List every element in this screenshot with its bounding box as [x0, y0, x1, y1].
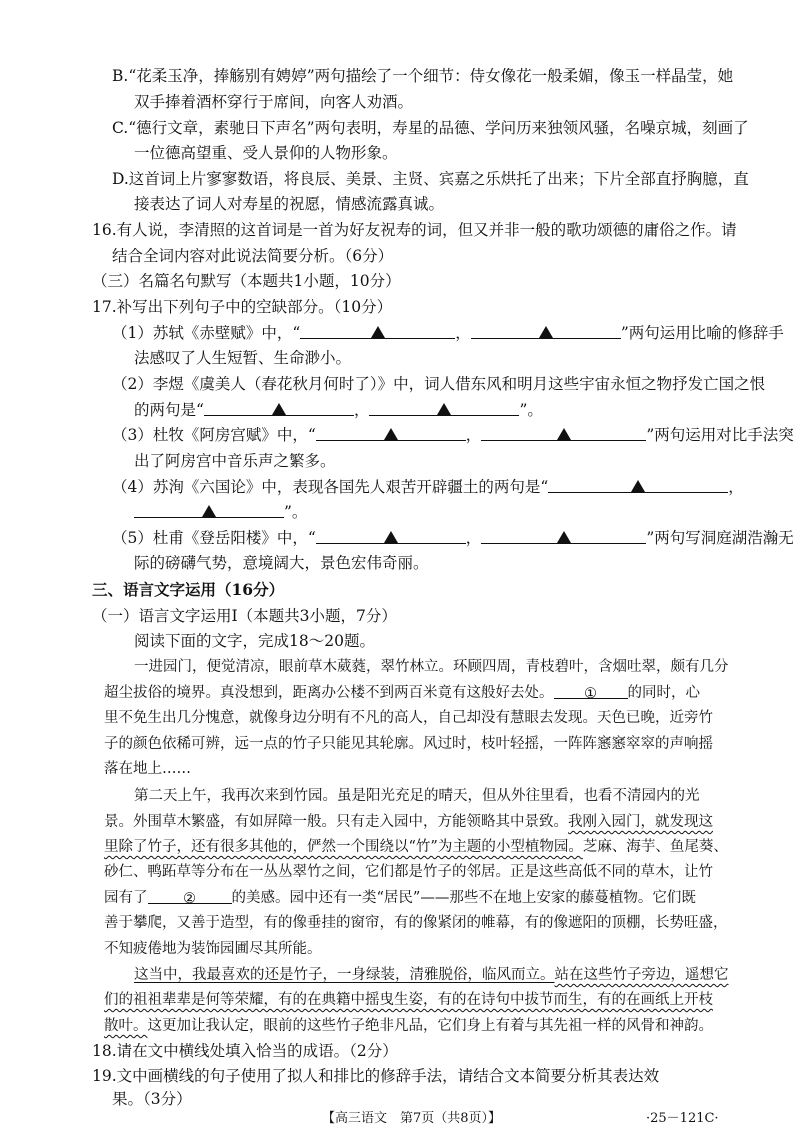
section-language-heading: 三、语言文字运用（16分）: [92, 580, 285, 599]
blank-17-2b[interactable]: [369, 401, 519, 416]
q17-item-5-line1: [112, 528, 794, 548]
q17-item-2-line1: （2）李煜《虞美人（春花秋月何时了）》中，词人借东风和明月这些宇宙永恒之物抒发亡国之恨: [112, 375, 766, 393]
triangle-icon: [272, 403, 286, 415]
wavy-sentence-b: 里除了竹子，还有很多其他的，俨然一个围绕以“竹”为主题的小型植物园。: [104, 839, 583, 855]
question-17-stem: 17.补写出下列句子中的空缺部分。（10分）: [92, 298, 393, 316]
p2-text-c: 园有了: [104, 890, 148, 906]
triangle-icon: [384, 531, 398, 543]
triangle-icon: [437, 403, 451, 415]
q17-item3-sep: ，: [465, 426, 482, 444]
passage-p2-line3: [104, 837, 728, 857]
p2-text-d: 的美感。园中还有一类“居民”——那些不在地上安家的藤蔓植物。它们既: [231, 890, 696, 906]
blank-1[interactable]: [554, 684, 628, 702]
passage-p3-line2: [104, 990, 713, 1010]
passage-p2-line4: 砂仁、鸭跖草等分布在一丛丛翠竹之间，它们都是竹子的邻居。正是这些高低不同的草木，让竹: [104, 864, 713, 880]
option-c-line2: 一位德高望重、受人景仰的人物形象。: [134, 144, 398, 162]
passage-p2-line1: 第二天上午，我再次来到竹园。虽是阳光充足的晴天，但从外往里看，也看不清园内的光: [134, 788, 700, 804]
q17-item4-text-c: ”。: [284, 503, 308, 521]
q17-item-2-line2: [134, 400, 543, 420]
passage-p3-line1: [134, 965, 729, 985]
question-16-line1: 16.有人说，李清照的这首词是一首为好友祝寿的词，但又并非一般的歌功颂德的庸俗之作。请: [92, 221, 737, 239]
q17-item-3-line1: [112, 425, 794, 445]
option-b-line2: 双手捧着酒杯穿行于席间，向客人劝酒。: [134, 93, 414, 111]
question-19-line1: 19.文中画横线的句子使用了拟人和排比的修辞手法，请结合文本简要分析其表达效: [92, 1067, 660, 1085]
p2-text-b: 芝麻、海芋、鱼尾葵、: [582, 839, 728, 855]
blank-1-label: ①: [584, 686, 597, 702]
blank-17-4a[interactable]: [548, 478, 728, 493]
option-d-line1: D.这首词上片寥寥数语，将良辰、美景、主贤、宾嘉之乐烘托了出来；下片全部直抒胸臆，直: [112, 170, 749, 188]
blank-17-2a[interactable]: [204, 401, 354, 416]
triangle-icon: [384, 428, 398, 440]
option-b-line1: B.“花柔玉净，捧觞别有娉婷”两句描绘了一个细节：侍女像花一般柔媚，像玉一样晶莹，她: [112, 67, 734, 85]
q17-item2-sep: ，: [353, 401, 370, 419]
triangle-icon: [631, 480, 645, 492]
wavy-sentence-e: 散叶。: [104, 1018, 148, 1034]
q17-item5-cont: 际的磅礴气势，意境阔大，景色宏伟奇丽。: [134, 554, 429, 572]
page-footer-code: ·25－121C·: [646, 1111, 719, 1126]
q17-item3-cont: 出了阿房宫中音乐声之繁多。: [134, 452, 336, 470]
q17-item-1: [112, 323, 784, 343]
p1-text: 超尘拔俗的境界。真没想到，距离办公楼不到两百米竟有这般好去处。: [104, 685, 554, 701]
page-footer-center: 【高三语文 第7页（共8页）】: [322, 1111, 502, 1126]
blank-17-1a[interactable]: [300, 324, 455, 339]
triangle-icon: [202, 505, 216, 517]
option-c-line1: C.“德行文章，素驰日下声名”两句表明，寿星的品德、学问历来独领风骚，名噪京城，刻画了: [112, 119, 749, 137]
blank-2[interactable]: [148, 889, 232, 907]
question-19-line2: 果。（3分）: [112, 1090, 192, 1108]
subsection-language-1: （一）语言文字运用Ⅰ（本题共3小题，7分）: [92, 607, 397, 625]
p3-text: 这更加让我认定，眼前的这些竹子绝非凡品，它们身上有着与其先祖一样的风骨和神韵。: [147, 1018, 713, 1034]
option-d-line2: 接表达了词人对寿星的祝愿，情感流露真诚。: [134, 195, 445, 213]
triangle-icon: [557, 428, 571, 440]
triangle-icon: [557, 531, 571, 543]
passage-p3-line3: [104, 1016, 713, 1036]
question-16-line2: 结合全词内容对此说法简要分析。（6分）: [112, 247, 394, 265]
q17-item4-text-a: （4）苏洵《六国论》中，表现各国先人艰苦开辟疆土的两句是“: [112, 478, 549, 496]
triangle-icon: [539, 326, 553, 338]
q17-item4-sep: ，: [728, 478, 744, 496]
q17-item5-sep: ，: [465, 529, 482, 547]
q17-item1-text-a: （1）苏轼《赤壁赋》中，“: [112, 324, 301, 342]
question-18: 18.请在文中横线处填入恰当的成语。（2分）: [92, 1042, 398, 1060]
passage-p2-line5: [104, 888, 696, 908]
passage-p2-line6: 善于攀爬，又善于造型，有的像垂挂的窗帘，有的像紧闭的帷幕，有的像遮阳的顶棚，长势旺盛，: [104, 915, 728, 931]
passage-p1-line4: 子的颜色依稀可辨，远一点的竹子只能见其轮廓。风过时，枝叶轻摇，一阵阵窸窸窣窣的声响摇: [104, 736, 713, 752]
q17-item1-cont: 法感叹了人生短暂、生命渺小。: [134, 349, 352, 367]
q17-item1-sep: ，: [455, 324, 471, 342]
blank-17-3b[interactable]: [481, 426, 646, 441]
wavy-sentence-c: 站在这些竹子旁边，遥想它: [554, 967, 729, 983]
q17-item2-text-d: ”。: [519, 401, 543, 419]
q17-item-4-line1: [112, 477, 744, 497]
p1-text-after: 的同时，心: [627, 685, 700, 701]
wavy-sentence-d: 们的祖祖辈辈是何等荣耀，有的在典籍中摇曳生姿，有的在诗句中拔节而生，有的在画纸上开枝: [104, 992, 713, 1008]
q17-item3-text-c: ”两句运用对比手法突: [646, 426, 794, 444]
underlined-sentence-a: 这当中，我最喜欢的还是竹子，一身绿装，清雅脱俗，临风而立。: [134, 967, 555, 983]
section-3-heading: （三）名篇名句默写（本题共1小题，10分）: [92, 272, 401, 290]
blank-2-label: ②: [183, 891, 196, 907]
blank-17-5a[interactable]: [316, 529, 466, 544]
blank-17-5b[interactable]: [481, 529, 646, 544]
q17-item2-text-b: 的两句是“: [134, 401, 204, 419]
wavy-sentence-a: 我刚入园门，就发现这: [568, 814, 713, 830]
passage-p1-line2: [104, 683, 700, 703]
q17-item5-text-a: （5）杜甫《登岳阳楼》中，“: [112, 529, 316, 547]
blank-17-4b[interactable]: [134, 503, 284, 518]
q17-item3-text-a: （3）杜牧《阿房宫赋》中，“: [112, 426, 316, 444]
passage-p2-line7: 不知疲倦地为装饰园圃尽其所能。: [104, 941, 322, 957]
p2-text: 景。外围草木繁盛，有如屏障一般。只有走入园中，方能领略其中景致。: [104, 814, 568, 830]
passage-p1-line5: 落在地上……: [104, 761, 191, 777]
q17-item-4-line2: [134, 502, 307, 522]
reading-instruction: 阅读下面的文字，完成18～20题。: [134, 632, 375, 650]
q17-item1-text-b: ”两句运用比喻的修辞手: [620, 324, 784, 342]
passage-p1-line1: 一进园门，便觉清凉，眼前草木葳蕤，翠竹林立。环顾四周，青枝碧叶，含烟吐翠，颇有几分: [134, 659, 729, 675]
passage-p1-line3: 里不免生出几分愧意，就像身边分明有不凡的高人，自己却没有慧眼去发现。天色已晚，近旁竹: [104, 710, 713, 726]
triangle-icon: [371, 326, 385, 338]
blank-17-1b[interactable]: [471, 324, 621, 339]
blank-17-3a[interactable]: [316, 426, 466, 441]
q17-item5-text-c: ”两句写洞庭湖浩瀚无: [646, 529, 794, 547]
passage-p2-line2: [104, 812, 713, 832]
